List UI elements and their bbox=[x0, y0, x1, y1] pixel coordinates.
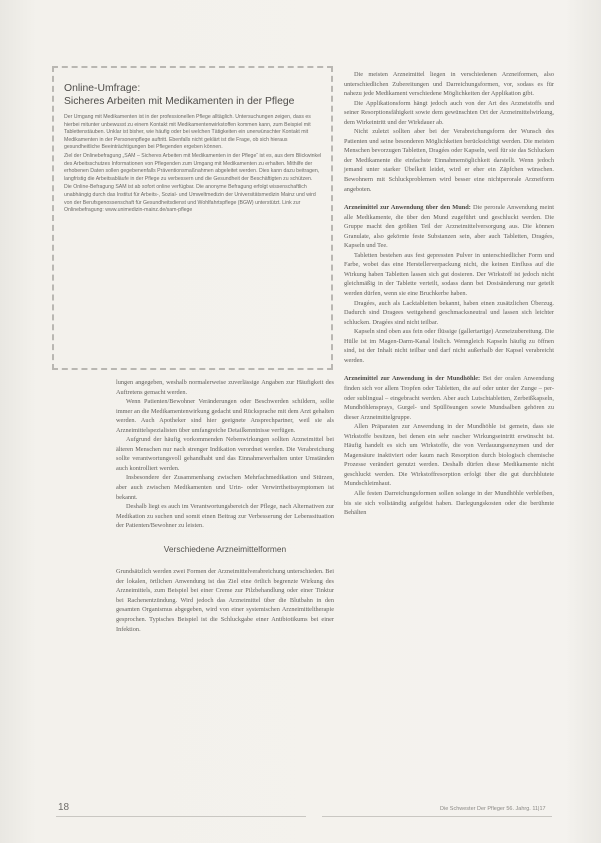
box-paragraph-1: Der Umgang mit Medikamenten ist in der professionellen Pflege alltäglich. Untersuchungen zeigen, dass es hierbei mitunter unbewusst zu einem Kontakt mit Medikamentenwirkstoffen kommen kann, zum Beispiel mit Tablettenstäuben. Unklar ist bisher, wie häufig oder bei welchen Tätigkeiten ein unerwünschter Kontakt mit Medikamenten in der Personenpflege auftritt. Ebenfalls nicht geklärt ist die Frage, ob sich hieraus gesundheitliche Beeinträchtigungen bei Pflegenden ergeben können. bbox=[64, 114, 311, 151]
right-paragraph-4 bbox=[344, 203, 554, 251]
right-paragraph-4-text: Die perorale Anwendung meint alle Medikamente, die über den Mund zugeführt und geschluckt werden. Die Gruppe macht den größten Teil der Arzneimittelversorgung aus. Die können Granulate, also gekörnte feste Substanzen sein, aber auch Tabletten, Dragées, Kapseln und Tee. bbox=[344, 204, 554, 250]
left-column bbox=[116, 378, 334, 634]
subheading-mundhoehle: Arzneimittel zur Anwendung in der Mundhöhle: bbox=[344, 375, 481, 383]
box-paragraph-3: Die Online-Befragung SAM ist ab sofort online verfügbar. Die anonyme Befragung erfolgt wissenschaftlich unabhängig durch das Institut für Arbeits-, Sozial- und Umweltmedizin der Universitätsmedizin Mainz und wird von der Berufsgenossenschaft für Gesundheitsdienst und Wohlfahrtspflege (BGW) unterstützt. Link zur Onlinebefragung: www.unimedizin-mainz.de/sam-pflege bbox=[64, 184, 316, 214]
left-paragraph-1: lungen angegeben, weshalb normalerweise zuverlässige Angaben zur Häufigkeit des Auftretens gemacht werden. bbox=[116, 379, 334, 396]
right-paragraph-8-text: Bei der oralen Anwendung finden sich vor allem Tropfen oder Tabletten, die auf oder unter der Zunge – per- oder sublingual – eingebracht werden. Aber auch Lutschtabletten, Zerbeißkapseln, Mundhöhlensprays, Gurgel- und Spüllösungen sowie Mundsalben gehören zu dieser Arzneimittelgruppe. bbox=[344, 375, 554, 421]
right-paragraph-7: Kapseln sind oben aus fein oder flüssige (gallertartige) Arzneizubereitung. Die Hülle ist im Magen-Darm-Kanal löslich. Wenngleich Kapseln häufig zu öffnen sind, ist der Inhalt nicht teilbar und darf nicht außerhalb der Kapsel verabreicht werden. bbox=[344, 328, 554, 364]
box-title: Online-Umfrage: bbox=[64, 83, 141, 94]
page-number: 18 bbox=[58, 802, 70, 813]
subheading-mund: Arzneimittel zur Anwendung über den Mund: bbox=[344, 204, 471, 212]
left-paragraph-4: Insbesondere der Zusammenhang zwischen Mehrfachmedikation und Stürzen, aber auch zwischen Medikamenten und Urin- oder Verwirrtheitssymptomen ist bekannt. bbox=[116, 474, 334, 501]
left-paragraph-3: Aufgrund der häufig vorkommenden Nebenwirkungen sollten Arzneimittel bei älteren Menschen nur nach strenger Indikation verordnet werden. Die Verabreichung sollte verantwortungsvoll gehandhabt und das Einnahmeverhalten unter Umständen auch kontrolliert werden. bbox=[116, 436, 334, 472]
right-paragraph-10: Alle festen Darreichungsformen sollen solange in der Mundhöhle verbleiben, bis sie sich vollständig aufgelöst haben. Darlegungskosten oder die berühmte Behälten bbox=[344, 489, 554, 517]
footer-journal: Die Schwester Der Pfleger 56. Jahrg. 11|17 bbox=[440, 806, 546, 812]
right-column bbox=[344, 70, 554, 518]
right-paragraph-1: Die meisten Arzneimittel liegen in verschiedenen Arzneiformen, also unterschiedlichen Zubereitungen und Darreichungsformen, vor, sodass es für nahezu jede Medikament verschiedene Möglichkeiten der Applikation gibt. bbox=[344, 71, 554, 98]
footer-rule-right bbox=[322, 816, 552, 817]
info-box bbox=[52, 66, 333, 370]
left-paragraph-6: Grundsätzlich werden zwei Formen der Arzneimittelverabreichung unterschieden. Bei der lokalen, örtlichen Anwendung ist das Ziel eine örtlich begrenzte Wirkung des Arzneimittels, zum Beispiel bei einer Creme zur Pilzbehandlung oder einer Tinktur bei Rachenentzündung. Wird jedoch das Arzneimittel über die Blutbahn in den gesamten Organismus abgegeben, wird von einer systemischen Arzneimitteltherapie gesprochen. Typisches Beispiel ist die Schluckgabe einer Antibiotikums bei einer Infektion. bbox=[116, 568, 334, 633]
right-paragraph-6: Dragées, auch als Lacktabletten bekannt, haben einen zusätzlichen Überzug. Dadurch sind Dragees weitgehend geschmacksneutral und lassen sich leichter schlucken. Dragées sind nicht teilbar. bbox=[344, 299, 554, 326]
right-paragraph-3: Nicht zuletzt sollten aber bei der Verabreichungsform der Wunsch des Patienten und seine besonderen Möglichkeiten berücksichtigt werden. Die meisten Menschen bevorzugen Tabletten, Dragées oder Kapseln, weil für sie das Schlucken der Medikamente die einfachste Einnahmemöglichkeit darstellt. Wenn jedoch jemand unter starker Übelkeit leidet, wird er eher ein Zäpfchen wünschen. Bewohnern mit Schluckproblemen wird besser eine nichtperorale Arzneiform angeboten. bbox=[344, 128, 554, 193]
section-heading: Verschiedene Arzneimittelformen bbox=[163, 543, 287, 554]
box-subtitle: Sicheres Arbeiten mit Medikamenten in der Pflege bbox=[64, 96, 295, 107]
left-paragraph-5: Deshalb liegt es auch im Verantwortungsbereich der Pflege, nach Alternativen zur Medikation zu suchen und somit einen Beitrag zur Verbesserung der Lebenssituation der Patienten/Bewohner zu leisten. bbox=[116, 503, 334, 530]
right-paragraph-2: Die Applikationsform hängt jedoch auch von der Art des Arzneistoffs und seiner Resorptionsfähigkeit sowie dem gewünschten Ort der Arzneimittelwirkung, dem Wirkeintritt und der Wirkdauer ab. bbox=[344, 99, 554, 126]
right-paragraph-9: Allen Präparaten zur Anwendung in der Mundhöhle ist gemein, dass sie Wirkstoffe besitzen, bei denen ein sehr rascher Wirkungseintritt erwünscht ist. Häufig handelt es sich um Wirkstoffe, die von Verdauungsenzymen und der Magensäure inaktiviert oder kaum nach Resorption durch biologisch chemische Prozesse verändert genutzt werden. Deshalb dürfen diese Medikamente nicht geschluckt werden. Die Wirkstoffresorption erfolgt über die gut durchblutete Mundschleimhaut. bbox=[344, 423, 554, 488]
left-paragraph-2: Wenn Patienten/Bewohner Veränderungen oder Beschwerden schildern, sollte immer an die Medikamentenwirkung gedacht und Rücksprache mit dem Arzt gehalten werden. Auch Apotheker sind hier geeignete Ansprechpartner, weil sie als Arzneimittelspezialisten über umfangreiche Detailkenntnisse verfügen. bbox=[116, 398, 334, 434]
right-paragraph-8 bbox=[344, 374, 554, 422]
right-paragraph-5: Tabletten bestehen aus fest gepressten Pulver in unterschiedlicher Form und Farbe, wobei das eine Herstellerverpackung nicht, die keinen Einfluss auf die Wirkung haben Tabletten lassen sich gut dosieren. Der Wirkstoff ist jedoch nicht gleichmäßig in der Tablette verteilt, sodass dann bei Dosisänderung nur geteilt werden dürfen, wenn sie eine Bruchkerbe haben. bbox=[344, 251, 554, 298]
box-paragraph-2: Ziel der Onlinebefragung „SAM – Sicheres Arbeiten mit Medikamenten in der Pflege“ ist es, aus dem Blickwinkel des Arbeitsschutzes Informationen von Pflegenden zum Umgang mit Medikamenten zu erhalten. Mithilfe der erhobenen Daten sollen gegebenenfalls Präventionsmaßnahmen abgeleitet werden. Dies kann dazu beitragen, langfristig die Arbeitsabläufe in der Pflege zu verbessern und die Gesundheit der Beschäftigten zu schützen. bbox=[64, 152, 322, 182]
footer-rule-left bbox=[56, 816, 306, 817]
